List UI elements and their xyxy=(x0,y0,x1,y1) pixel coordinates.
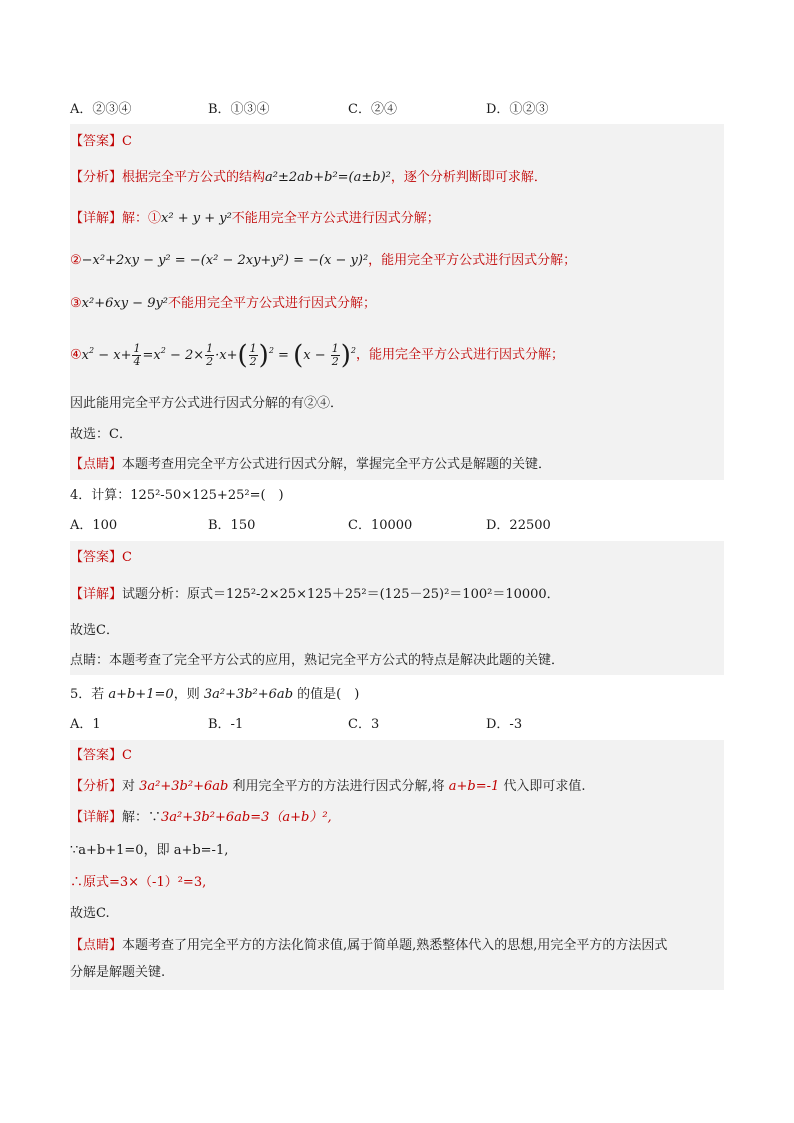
q3-option-a: A．②③④ xyxy=(70,102,132,117)
line2-num: ② xyxy=(70,253,82,268)
q5-option-d: D．-3 xyxy=(486,717,523,732)
q3-answer xyxy=(70,132,724,152)
detail-tag: 【详解】 xyxy=(70,810,123,825)
q3-option-b: B．①③④ xyxy=(208,102,270,117)
stem-pre: 5．若 xyxy=(70,687,109,702)
q5-detail-line3: ∴原式=3×（-1）²=3, xyxy=(70,875,207,890)
analysis-tag: 【分析】 xyxy=(70,170,123,185)
q4-option-b: B．150 xyxy=(208,518,256,533)
q5-comment xyxy=(70,936,724,956)
analysis-b: 利用完全平方的方法进行因式分解,将 xyxy=(228,779,449,794)
q3-conclusion: 因此能用完全平方公式进行因式分解的有②④． xyxy=(70,396,344,411)
analysis-expression: 3a²+3b²+6ab xyxy=(139,779,229,794)
q4-option-a: A．100 xyxy=(70,518,118,533)
line4-formula: $x^2 - x+$ $\frac{1}{4}$ $=x^2 - 2\times$ $\frac{1}{2}$ ·x+( $\frac{1}{2}$ )$^2$ = (x − $\frac{1}{2}$ )$^2$ xyxy=(81,340,356,370)
q3-options xyxy=(70,100,724,120)
stem-post: 的值是( ) xyxy=(293,687,360,702)
line4-text: ，能用完全平方公式进行因式分解； xyxy=(355,347,564,363)
answer-value: C xyxy=(122,550,132,565)
analysis-c: 代入即可求值. xyxy=(499,779,586,794)
line3-formula: x²+6xy − 9y² xyxy=(81,296,169,311)
answer-value: C xyxy=(122,134,132,149)
q5-stem xyxy=(70,685,724,705)
q4-option-d: D．22500 xyxy=(486,518,551,533)
q4-comment: 点睛：本题考查了完全平方公式的应用，熟记完全平方公式的特点是解决此题的关键． xyxy=(70,653,565,668)
line1-text: 不能用完全平方公式进行因式分解； xyxy=(231,211,440,226)
line2-text: ，能用完全平方公式进行因式分解； xyxy=(368,253,577,268)
comment-text: 本题考查用完全平方公式进行因式分解，掌握完全平方公式是解题的关键． xyxy=(122,457,552,472)
detail-formula: 3a²+3b²+6ab=3（a+b）², xyxy=(161,810,332,825)
q5-option-b: B．-1 xyxy=(208,717,244,732)
q5-option-a: A．1 xyxy=(70,717,101,732)
q3-comment xyxy=(70,455,724,475)
analysis-pre: 根据完全平方公式的结构 xyxy=(122,170,266,185)
detail-pre: 解：∵ xyxy=(122,810,162,825)
q5-comment-line2: 分解是解题关键. xyxy=(70,965,166,980)
comment-tag: 【点睛】 xyxy=(70,457,123,472)
q4-stem: 4．计算：125²-50×125+25²=( ) xyxy=(70,488,284,503)
q4-choose: 故选C． xyxy=(70,623,119,638)
comment-tag: 【点睛】 xyxy=(70,938,123,953)
answer-tag: 【答案】 xyxy=(70,134,123,149)
q5-answer xyxy=(70,746,724,766)
q3-detail-line3 xyxy=(70,294,724,314)
q3-detail-line2 xyxy=(70,251,724,271)
q5-choose: 故选C. xyxy=(70,906,110,921)
line3-text: 不能用完全平方公式进行因式分解； xyxy=(168,296,377,311)
q4-answer xyxy=(70,548,724,568)
detail-tag: 【详解】 xyxy=(70,211,123,226)
q4-option-c: C．10000 xyxy=(348,518,413,533)
q4-options xyxy=(70,516,724,536)
stem-condition: a+b+1=0 xyxy=(108,687,174,702)
analysis-formula: a²±2ab+b²=(a±b)² xyxy=(265,170,391,185)
q3-choose: 故选：C． xyxy=(70,427,132,442)
analysis-substitution: a+b=-1 xyxy=(448,779,500,794)
q4-detail xyxy=(70,585,724,605)
answer-tag: 【答案】 xyxy=(70,550,123,565)
line1-formula: x² + y + y² xyxy=(161,211,232,226)
q5-detail-line2: ∵a+b+1=0，即 a+b=-1, xyxy=(70,843,229,858)
q3-option-c: C．②④ xyxy=(348,102,397,117)
line2-formula: −x²+2xy − y² = −(x² − 2xy+y²) = −(x − y)² xyxy=(81,253,369,268)
q3-detail-line1 xyxy=(70,209,724,229)
detail-intro: 解：① xyxy=(122,211,162,226)
q5-option-c: C．3 xyxy=(348,717,380,732)
q3-option-d: D．①②③ xyxy=(486,102,549,117)
line3-num: ③ xyxy=(70,296,82,311)
answer-value: C xyxy=(122,748,132,763)
answer-tag: 【答案】 xyxy=(70,748,123,763)
analysis-a: 对 xyxy=(122,779,140,794)
analysis-tag: 【分析】 xyxy=(70,779,123,794)
line4-num: ④ xyxy=(70,347,82,363)
analysis-post: ，逐个分析判断即可求解． xyxy=(390,170,547,185)
stem-expression: 3a²+3b²+6ab xyxy=(203,687,294,702)
q5-detail xyxy=(70,808,724,828)
comment-text-1: 本题考查了用完全平方的方法化简求值,属于简单题,熟悉整体代入的思想,用完全平方的方法因式 xyxy=(122,938,668,953)
q5-options xyxy=(70,715,724,735)
q5-analysis xyxy=(70,777,724,797)
detail-tag: 【详解】 xyxy=(70,587,123,602)
stem-mid: ，则 xyxy=(173,687,204,702)
q3-analysis xyxy=(70,168,724,188)
detail-text: 试题分析：原式＝125²-2×25×125＋25²＝(125－25)²＝100²＝10000． xyxy=(122,587,560,602)
q3-detail-line4 xyxy=(70,336,724,374)
